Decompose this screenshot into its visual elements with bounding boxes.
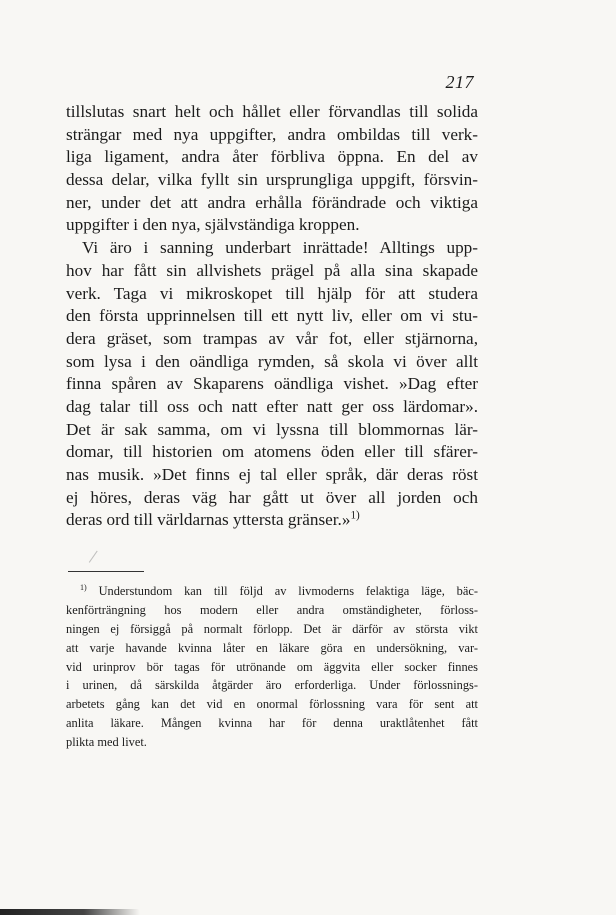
footnote-line: arbetets gång kan det vid en onormal förlossning vara för sent att bbox=[66, 697, 478, 712]
body-line: ner, under det att andra erhålla förändrade och viktiga bbox=[66, 192, 478, 212]
page-number: 217 bbox=[445, 72, 474, 92]
body-line: nas musik. »Det finns ej tal eller språk, där deras röst bbox=[66, 465, 478, 484]
body-line: ej höres, deras väg har gått ut över all jorden och bbox=[66, 487, 478, 507]
body-line-final bbox=[66, 509, 478, 532]
body-line: dera gräset, som trampas av vår fot, eller stjärnorna, bbox=[66, 328, 478, 348]
scan-edge-shadow bbox=[0, 909, 140, 915]
footnote-divider bbox=[68, 571, 144, 572]
footnote-line: plikta med livet. bbox=[66, 735, 147, 750]
footnote-line bbox=[66, 582, 478, 601]
body-line: den första upprinnelsen till ett nytt liv, eller om vi stu- bbox=[66, 306, 478, 326]
footnote-line-text: Understundom kan till följd av livmoderns felaktiga läge, bäc- bbox=[98, 584, 478, 598]
footnote-line: i urinen, då särskilda åtgärder äro erforderliga. Under förlossnings- bbox=[66, 678, 478, 693]
body-line-text: deras ord till världarnas yttersta gränser.» bbox=[66, 510, 351, 530]
pencil-mark bbox=[89, 551, 104, 568]
footnote-line: vid urinprov bör tagas för utrönande om äggvita eller socker finnes bbox=[66, 659, 478, 674]
body-line: liga ligament, andra åter förbliva öppna. En del av bbox=[66, 147, 478, 167]
body-line: domar, till historien om atomens öden eller till sfärer- bbox=[66, 442, 478, 462]
body-line: dag talar till oss och natt efter natt ger oss lärdomar». bbox=[66, 396, 478, 416]
body-text bbox=[66, 101, 478, 532]
body-line: som lysa i den oändliga rymden, så skola vi över allt bbox=[66, 351, 478, 371]
body-line: tillslutas snart helt och hållet eller förvandlas till solida bbox=[66, 102, 478, 121]
body-line: Vi äro i sanning underbart inrättade! Alltings upp- bbox=[82, 238, 478, 258]
body-line: Det är sak samma, om vi lyssna till blommornas lär- bbox=[66, 419, 478, 439]
footnote-line: anlita läkare. Mången kvinna har för denna uraktlåtenhet fått bbox=[66, 716, 478, 731]
footnote-line: att varje havande kvinna låter en läkare göra en undersökning, var- bbox=[66, 640, 478, 655]
footnote-line: ningen ej försiggå på normalt förlopp. Det är därför av största vikt bbox=[66, 621, 478, 636]
body-line: dessa delar, vilka fyllt sin ursprungliga uppgift, försvin- bbox=[66, 170, 478, 190]
footnote-reference[interactable]: 1) bbox=[350, 509, 360, 522]
body-line: strängar med nya uppgifter, andra ombildas till verk- bbox=[66, 124, 478, 144]
footnote bbox=[66, 582, 478, 752]
footnote-marker: 1) bbox=[80, 582, 87, 592]
body-line: uppgifter i den nya, självständiga kroppen. bbox=[66, 215, 360, 235]
body-line: verk. Taga vi mikroskopet till hjälp för att studera bbox=[66, 283, 478, 303]
footnote-line: kenförträngning hos modern eller andra omständigheter, förloss- bbox=[66, 602, 478, 617]
body-line: finna spåren av Skaparens oändliga vishet. »Dag efter bbox=[66, 374, 478, 394]
body-line: hov har fått sin allvishets prägel på alla sina skapade bbox=[66, 260, 478, 280]
